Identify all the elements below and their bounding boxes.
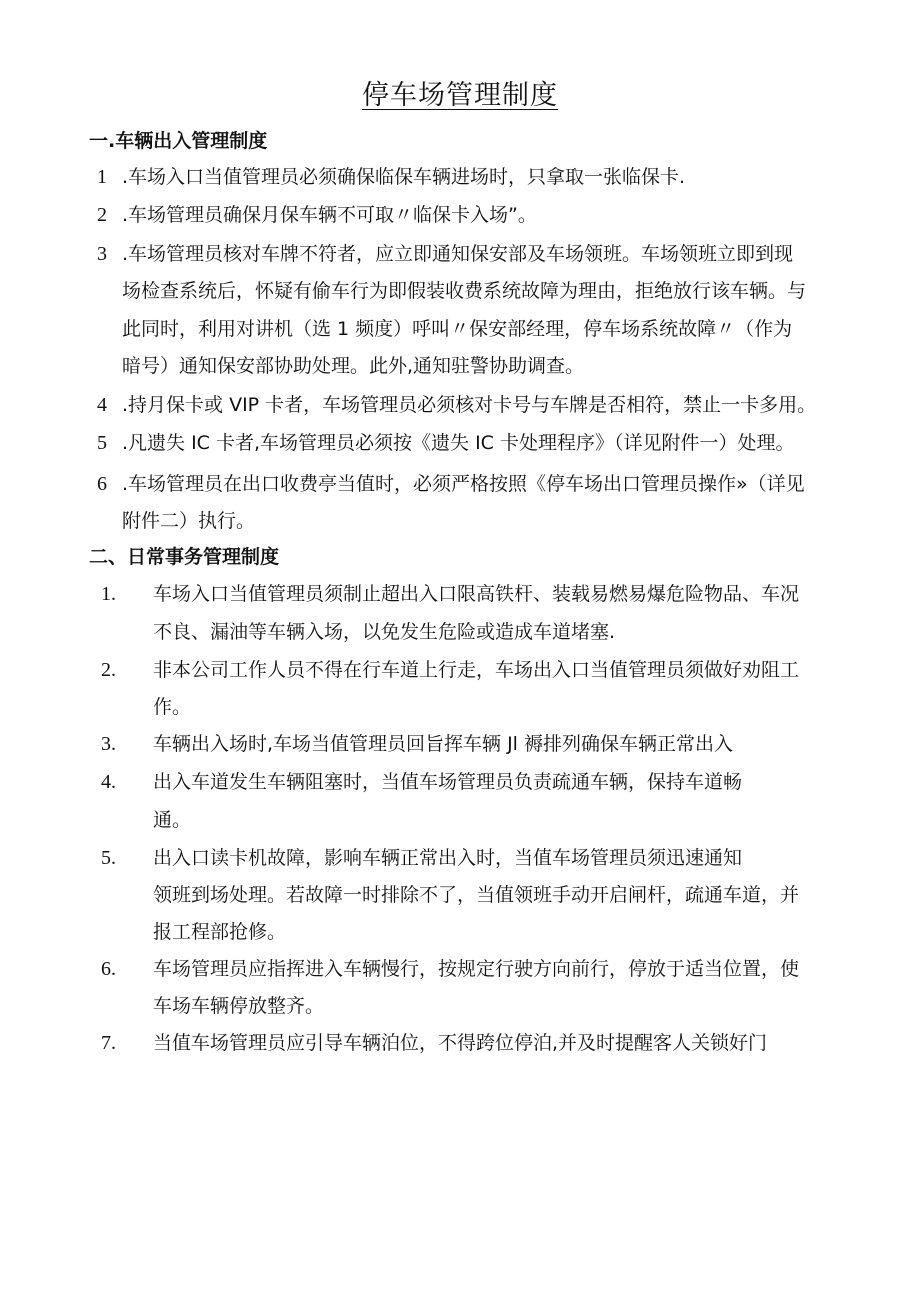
- section-1-item-line: .持月保卡或 VIP 卡者，车场管理员必须核对卡号与车牌是否相符，禁止一卡多用。: [122, 394, 817, 416]
- section-2-item-line: 当值车场管理员应引导车辆泊位，不得跨位停泊,并及时提醒客人关锁好门: [153, 1032, 768, 1054]
- section-1-item-line: 此同时，利用对讲机（选 1 频度）呼叫〃保安部经理，停车场系统故障〃（作为: [122, 318, 793, 340]
- section-2-item-line: 作。: [153, 696, 192, 718]
- section-1-item-line: .车场管理员核对车牌不符者，应立即通知保安部及车场领班。车场领班立即到现: [122, 243, 794, 265]
- page-title-text: 停车场管理制度: [362, 80, 558, 111]
- section-2-item-line: 非本公司工作人员不得在行车道上行走，车场出入口当值管理员须做好劝阻工: [153, 659, 800, 681]
- section-1-heading: 一.车辆出入管理制度: [89, 130, 268, 152]
- section-1-item-number: 4: [97, 394, 107, 416]
- section-2-item-number: 5.: [101, 847, 116, 869]
- section-2-item-line: 车场入口当值管理员须制止超出入口限高铁杆、装载易燃易爆危险物品、车况: [153, 583, 800, 605]
- section-2-item-number: 7.: [101, 1032, 116, 1054]
- section-2-item-number: 3.: [101, 733, 116, 755]
- section-2-item-line: 出入口读卡机故障，影响车辆正常出入时，当值车场管理员须迅速通知: [153, 847, 743, 869]
- section-2-item-line: 车辆出入场时,车场当值管理员回旨挥车辆 Jl 褥排列确保车辆正常出入: [153, 733, 734, 755]
- section-2-heading: 二、日常事务管理制度: [89, 546, 280, 568]
- section-2-item-number: 1.: [101, 583, 116, 605]
- section-1-item-number: 2: [97, 204, 107, 226]
- section-2-item-line: 领班到场处理。若故障一时排除不了，当值领班手动开启闸杆，疏通车道，并: [153, 884, 800, 906]
- section-1-item-line: .车场管理员在出口收费亭当值时，必须严格按照《停车场出口管理员操作»（详见: [122, 473, 805, 495]
- section-1-item-line: 暗号）通知保安部协助处理。此外,通知驻警协助调查。: [122, 355, 585, 377]
- section-2-item-number: 2.: [101, 659, 116, 681]
- section-2-item-number: 4.: [101, 771, 116, 793]
- section-1-item-number: 6: [97, 473, 107, 495]
- section-1-item-number: 1: [97, 166, 107, 188]
- section-1-item-line: 附件二）执行。: [122, 510, 256, 532]
- section-2-item-line: 通。: [153, 809, 192, 831]
- section-2-item-line: 报工程部抢修。: [153, 921, 287, 943]
- section-1-item-line: 场检查系统后，怀疑有偷车行为即假装收费系统故障为理由，拒绝放行该车辆。与: [122, 280, 807, 302]
- section-1-item-number: 3: [97, 243, 107, 265]
- section-2-item-number: 6.: [101, 958, 116, 980]
- section-1-item-line: .凡遗失 IC 卡者,车场管理员必须按《遗失 IC 卡处理程序》（详见附件一）处理。: [122, 432, 795, 454]
- page-title: [0, 76, 920, 116]
- section-2-item-line: 车场管理员应指挥进入车辆慢行，按规定行驶方向前行，停放于适当位置，使: [153, 958, 800, 980]
- section-1-item-line: .车场入口当值管理员必须确保临保车辆进场时，只拿取一张临保卡.: [122, 166, 686, 188]
- section-2-item-line: 车场车辆停放整齐。: [153, 995, 325, 1017]
- section-2-item-line: 不良、漏油等车辆入场，以免发生危险或造成车道堵塞.: [153, 621, 616, 643]
- section-1-item-line: .车场管理员确保月保车辆不可取〃临保卡入场”。: [122, 204, 537, 226]
- section-2-item-line: 出入车道发生车辆阻塞时，当值车场管理员负责疏通车辆，保持车道畅: [153, 771, 743, 793]
- section-1-item-number: 5: [97, 432, 107, 454]
